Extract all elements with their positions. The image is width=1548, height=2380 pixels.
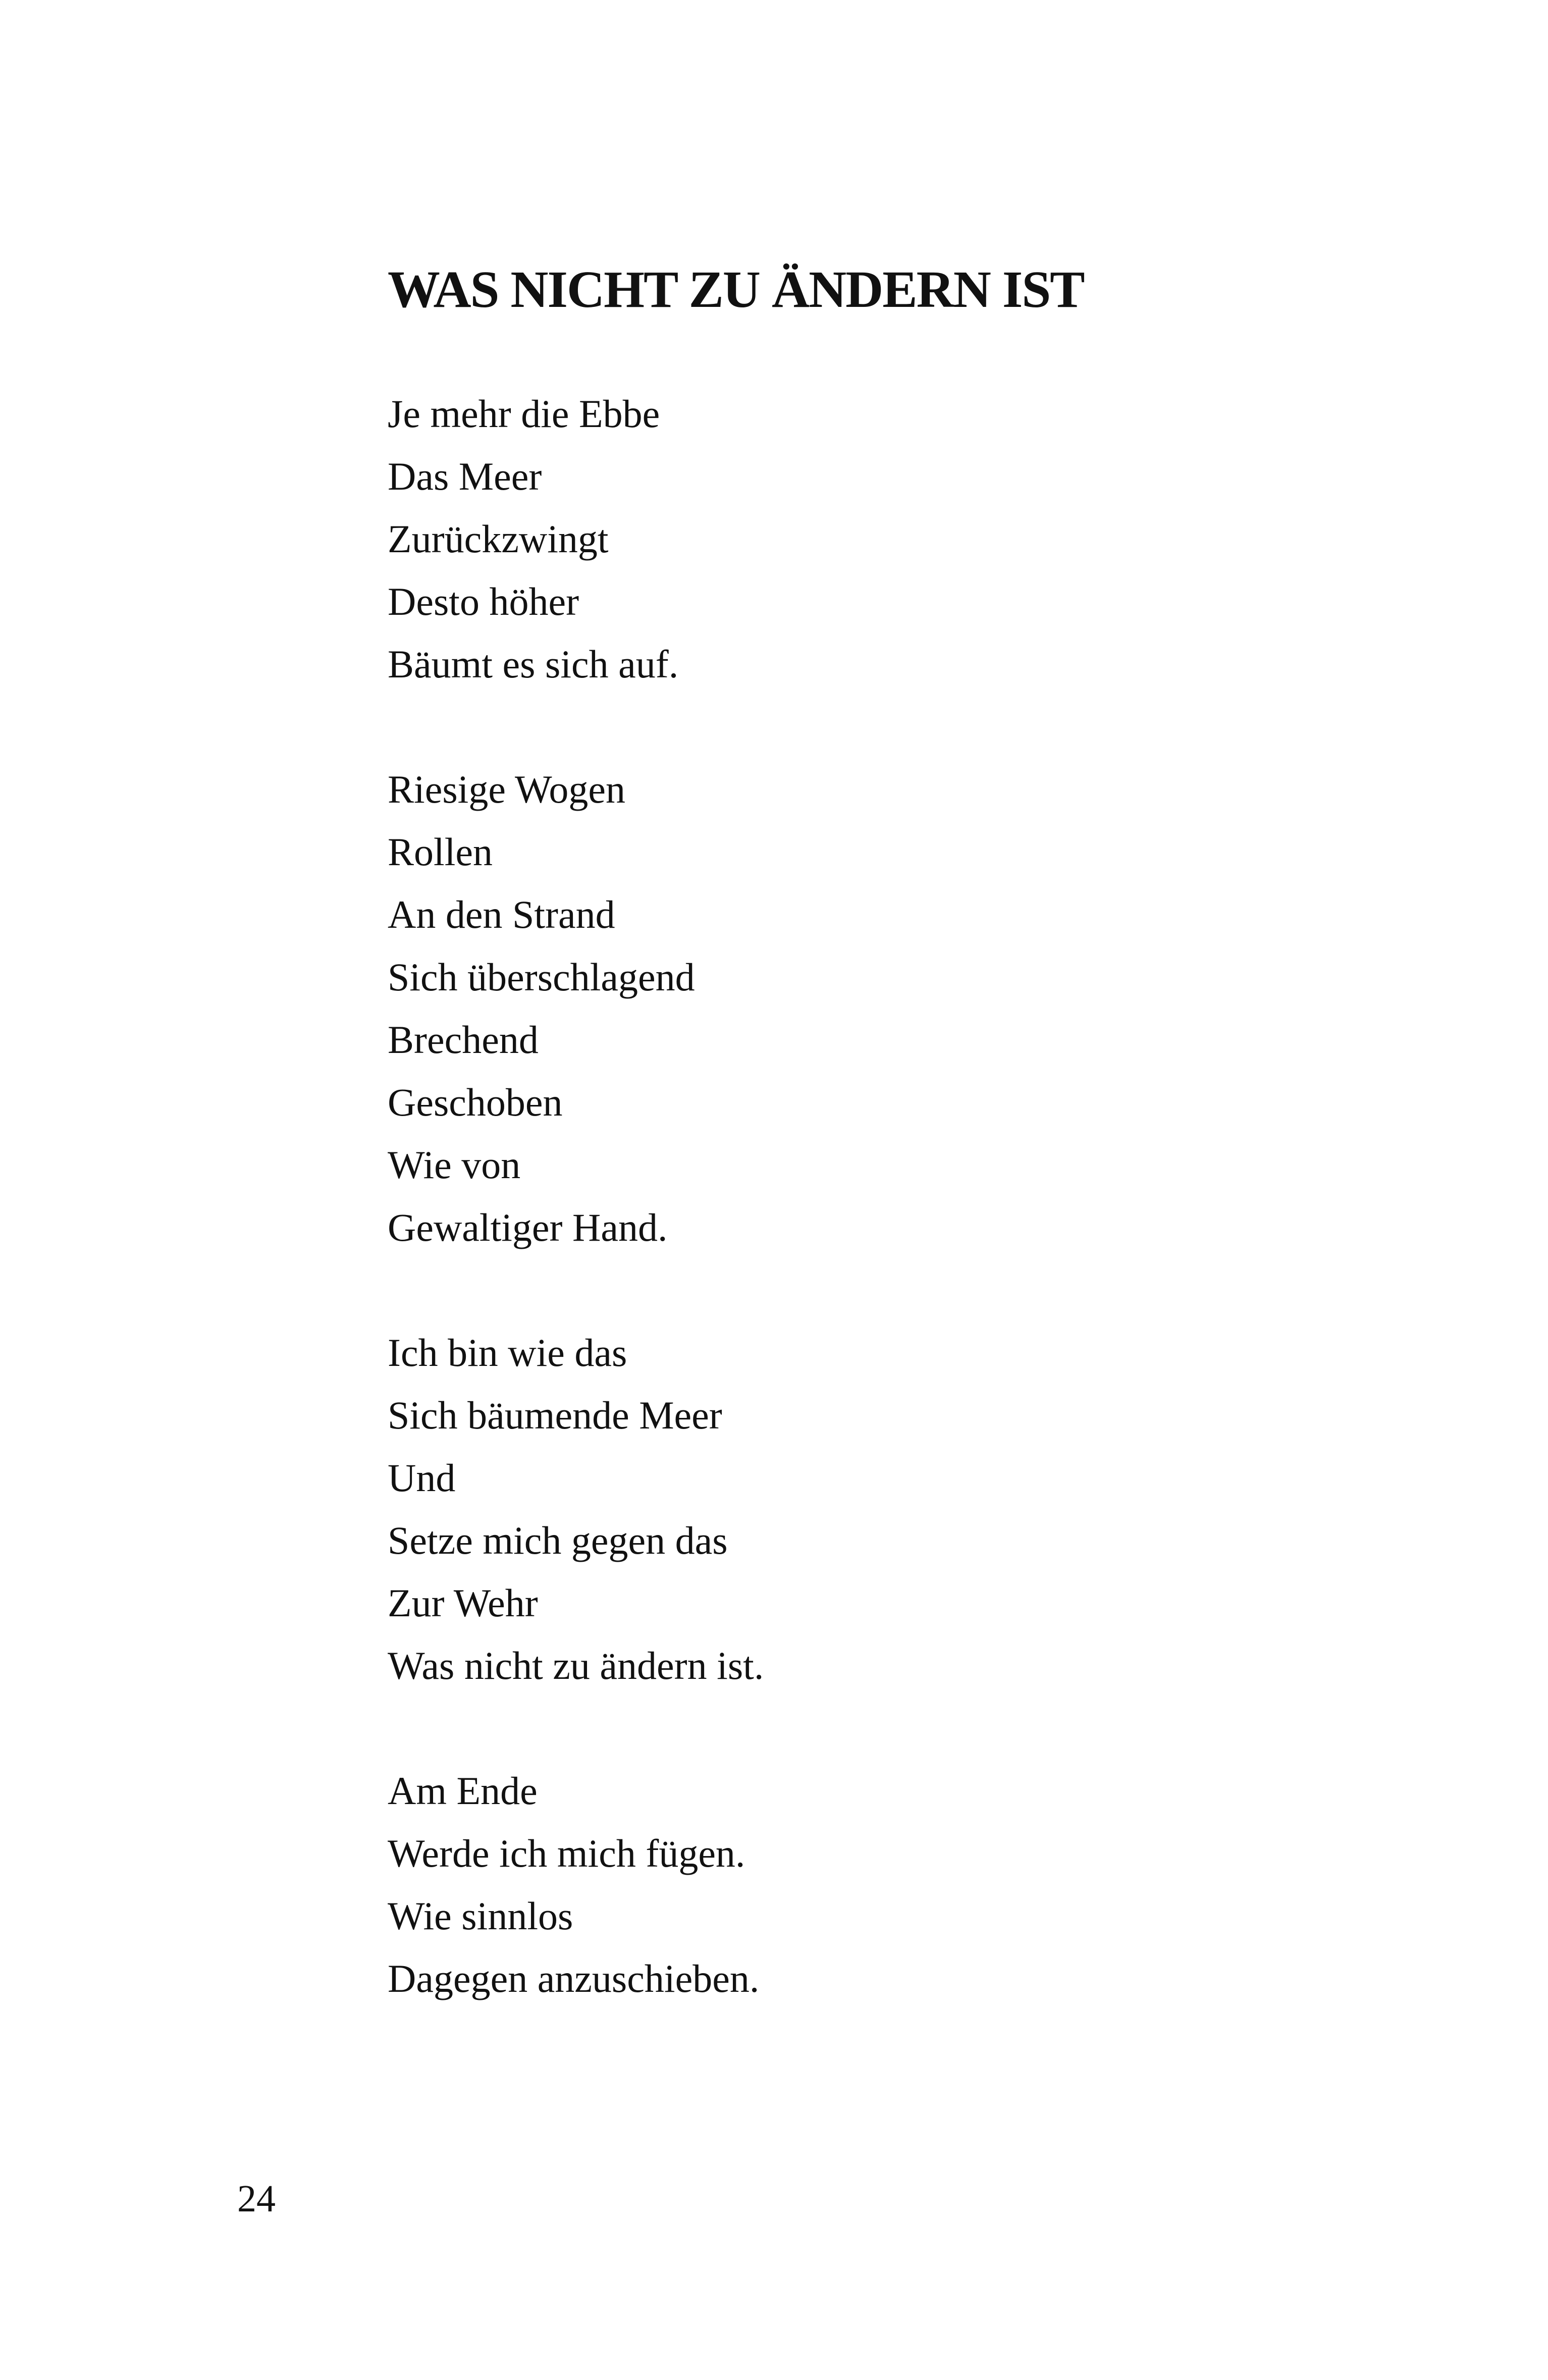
verse-line: Zurückzwingt <box>388 517 609 561</box>
poem-body <box>388 383 1397 2073</box>
stanza-2 <box>388 758 1397 1259</box>
verse-line: Setze mich gegen das <box>388 1518 728 1562</box>
verse-line: Und <box>388 1456 456 1500</box>
verse-line: Desto höher <box>388 579 579 623</box>
verse-line: Was nicht zu ändern ist. <box>388 1644 764 1687</box>
poem-title: WAS NICHT ZU ÄNDERN IST <box>388 260 1084 319</box>
verse-line: Ich bin wie das <box>388 1331 627 1374</box>
stanza-4 <box>388 1760 1397 2010</box>
verse-line: Je mehr die Ebbe <box>388 392 660 436</box>
stanza-1 <box>388 383 1397 696</box>
verse-line: Bäumt es sich auf. <box>388 642 679 686</box>
verse-line: Zur Wehr <box>388 1581 538 1625</box>
verse-line: Brechend <box>388 1018 539 1062</box>
verse-line: Geschoben <box>388 1080 563 1124</box>
verse-line: Wie von <box>388 1143 521 1187</box>
verse-line: Wie sinnlos <box>388 1894 573 1938</box>
verse-line: Rollen <box>388 830 493 874</box>
verse-line: Gewaltiger Hand. <box>388 1205 668 1249</box>
verse-line: Sich bäumende Meer <box>388 1393 722 1437</box>
verse-line: Werde ich mich fügen. <box>388 1831 745 1875</box>
verse-line: An den Strand <box>388 892 615 936</box>
verse-line: Dagegen anzuschieben. <box>388 1956 760 2000</box>
stanza-3 <box>388 1321 1397 1697</box>
verse-line: Am Ende <box>388 1769 538 1813</box>
page-number: 24 <box>237 2178 276 2220</box>
verse-line: Das Meer <box>388 454 542 498</box>
verse-line: Sich überschlagend <box>388 955 695 999</box>
verse-line: Riesige Wogen <box>388 767 626 811</box>
